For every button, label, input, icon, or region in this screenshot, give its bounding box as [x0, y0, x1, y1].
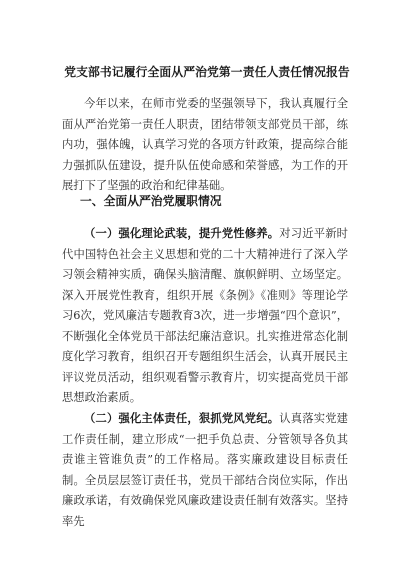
subsection-2-text: 认真落实党建工作责任制，建立形成“一把手负总责、分管领导各负其责谁主管谁负责”的工作格局。落实廉政建设目标责任制。全员层层签订责任书，党员干部结合岗位实际，作出廉政承诺，有效确保党风廉政建设责任制有效落实。坚持率先 [62, 412, 348, 528]
subsection-1-lead: （一）强化理论武装，提升党性修养。 [84, 226, 280, 240]
section-heading: 一、全面从严治党履职情况 [80, 194, 222, 208]
document-title: 党支部书记履行全面从严治党第一责任人责任情况报告 [64, 65, 350, 79]
intro-paragraph: 今年以来，在师市党委的坚强领导下，我认真履行全面从严治党第一责任人职责，团结带领支部党员干部，练内功，强体魄，认真学习党的各项方针政策，提高综合能力强抓队伍建设，提升队伍使命感和荣誉感，为工作的开展打下了坚强的政治和纪律基础。 [62, 97, 348, 192]
subsection-2-paragraph [62, 408, 348, 532]
subsection-1-paragraph [62, 223, 348, 409]
subsection-2-lead: （二）强化主体责任，狠抓党风党纪。 [84, 411, 280, 425]
subsection-1-text: 对习近平新时代中国特色社会主义思想和党的二十大精神进行了深入学习领会精神实质，确保头脑清醒、旗帜鲜明、立场坚定。深入开展党性教育，组织开展《条例》《准则》等理论学习6次，党风廉洁专题教育3次，进一步增强“四个意识”，不断强化全体党员干部法纪廉洁意识。扎实推进常态化制度化学习教育，组织召开专题组织生活会，认真开展民主评议党员活动，组织观看警示教育片，切实提高党员干部思想政治素质。 [62, 227, 348, 404]
